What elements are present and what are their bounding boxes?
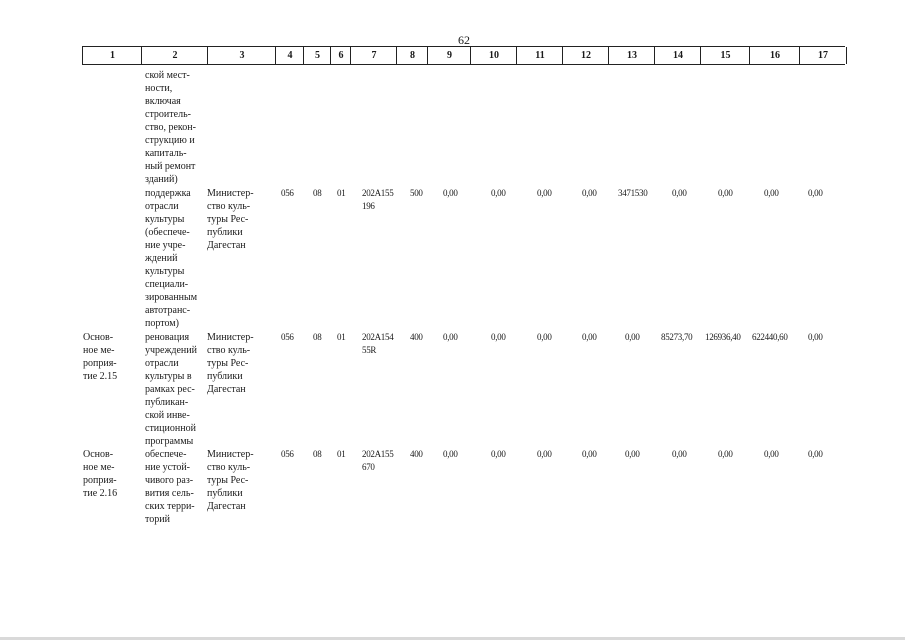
row-2-col-4: 056 [281, 332, 294, 342]
row-2-col-13: 0,00 [625, 332, 640, 342]
row-2-col-2: реновация учреждений отрасли культуры в рамках рес- публикан- ской инве- стиционной программы [145, 332, 197, 447]
page-number: 62 [458, 33, 470, 47]
row-3-col-15: 0,00 [718, 449, 733, 459]
row-1-col-2: поддержка отрасли культуры (обеспече- ние учре- ждений культуры специали- зированным автотранс- портом) [145, 188, 198, 329]
header-col-4: 4 [275, 47, 304, 64]
row-1-col-6: 01 [337, 188, 346, 198]
header-col-12: 12 [562, 47, 609, 64]
row-1-col-7: 202A155 196 [362, 188, 394, 211]
row-0-col-2: ской мест- ности, включая строитель- ство, рекон- струкцию и капиталь- ный ремонт зданий) [145, 70, 196, 185]
row-3-col-3: Министер- ство куль- туры Рес- публики Дагестан [207, 449, 254, 512]
row-3-col-17: 0,00 [808, 449, 823, 459]
row-3-col-9: 0,00 [443, 449, 458, 459]
header-col-8: 8 [396, 47, 428, 64]
row-3-col-1: Основ- ное ме- роприя- тие 2.16 [83, 449, 118, 499]
row-1-col-5: 08 [313, 188, 322, 198]
row-1-col-4: 056 [281, 188, 294, 198]
header-col-6: 6 [330, 47, 351, 64]
header-col-16: 16 [749, 47, 800, 64]
row-2-col-3: Министер- ство куль- туры Рес- публики Дагестан [207, 332, 254, 395]
row-1-col-13: 3471530 [618, 188, 648, 198]
row-1-col-14: 0,00 [672, 188, 687, 198]
header-col-1: 1 [82, 47, 142, 64]
row-1-col-9: 0,00 [443, 188, 458, 198]
row-2-col-14: 85273,70 [661, 332, 693, 342]
row-3-col-16: 0,00 [764, 449, 779, 459]
row-1-col-15: 0,00 [718, 188, 733, 198]
header-col-13: 13 [608, 47, 655, 64]
row-1-col-16: 0,00 [764, 188, 779, 198]
row-3-col-5: 08 [313, 449, 322, 459]
table-header-row [82, 46, 845, 65]
header-col-7: 7 [350, 47, 397, 64]
row-1-col-12: 0,00 [582, 188, 597, 198]
row-1-col-17: 0,00 [808, 188, 823, 198]
row-2-col-12: 0,00 [582, 332, 597, 342]
row-2-col-9: 0,00 [443, 332, 458, 342]
row-3-col-12: 0,00 [582, 449, 597, 459]
header-col-3: 3 [207, 47, 276, 64]
row-3-col-2: обеспече- ние устой- чивого раз- вития сель- ских терри- торий [145, 449, 195, 525]
row-3-col-10: 0,00 [491, 449, 506, 459]
row-2-col-5: 08 [313, 332, 322, 342]
row-1-col-3: Министер- ство куль- туры Рес- публики Дагестан [207, 188, 254, 251]
row-3-col-7: 202A155 670 [362, 449, 394, 472]
row-2-col-6: 01 [337, 332, 346, 342]
header-col-17: 17 [799, 47, 847, 64]
header-col-9: 9 [427, 47, 471, 64]
row-2-col-16: 622440,60 [752, 332, 788, 342]
row-3-col-13: 0,00 [625, 449, 640, 459]
row-2-col-10: 0,00 [491, 332, 506, 342]
row-2-col-11: 0,00 [537, 332, 552, 342]
row-2-col-8: 400 [410, 332, 423, 342]
row-1-col-11: 0,00 [537, 188, 552, 198]
row-2-col-7: 202A154 55R [362, 332, 394, 355]
header-col-5: 5 [303, 47, 331, 64]
row-2-col-17: 0,00 [808, 332, 823, 342]
row-3-col-11: 0,00 [537, 449, 552, 459]
row-2-col-1: Основ- ное ме- роприя- тие 2.15 [83, 332, 118, 382]
header-col-15: 15 [700, 47, 750, 64]
header-col-10: 10 [470, 47, 517, 64]
row-1-col-8: 500 [410, 188, 423, 198]
row-2-col-15: 126936,40 [705, 332, 741, 342]
row-3-col-8: 400 [410, 449, 423, 459]
header-col-11: 11 [516, 47, 563, 64]
row-3-col-4: 056 [281, 449, 294, 459]
row-3-col-6: 01 [337, 449, 346, 459]
row-1-col-10: 0,00 [491, 188, 506, 198]
header-col-14: 14 [654, 47, 701, 64]
row-3-col-14: 0,00 [672, 449, 687, 459]
header-col-2: 2 [141, 47, 208, 64]
